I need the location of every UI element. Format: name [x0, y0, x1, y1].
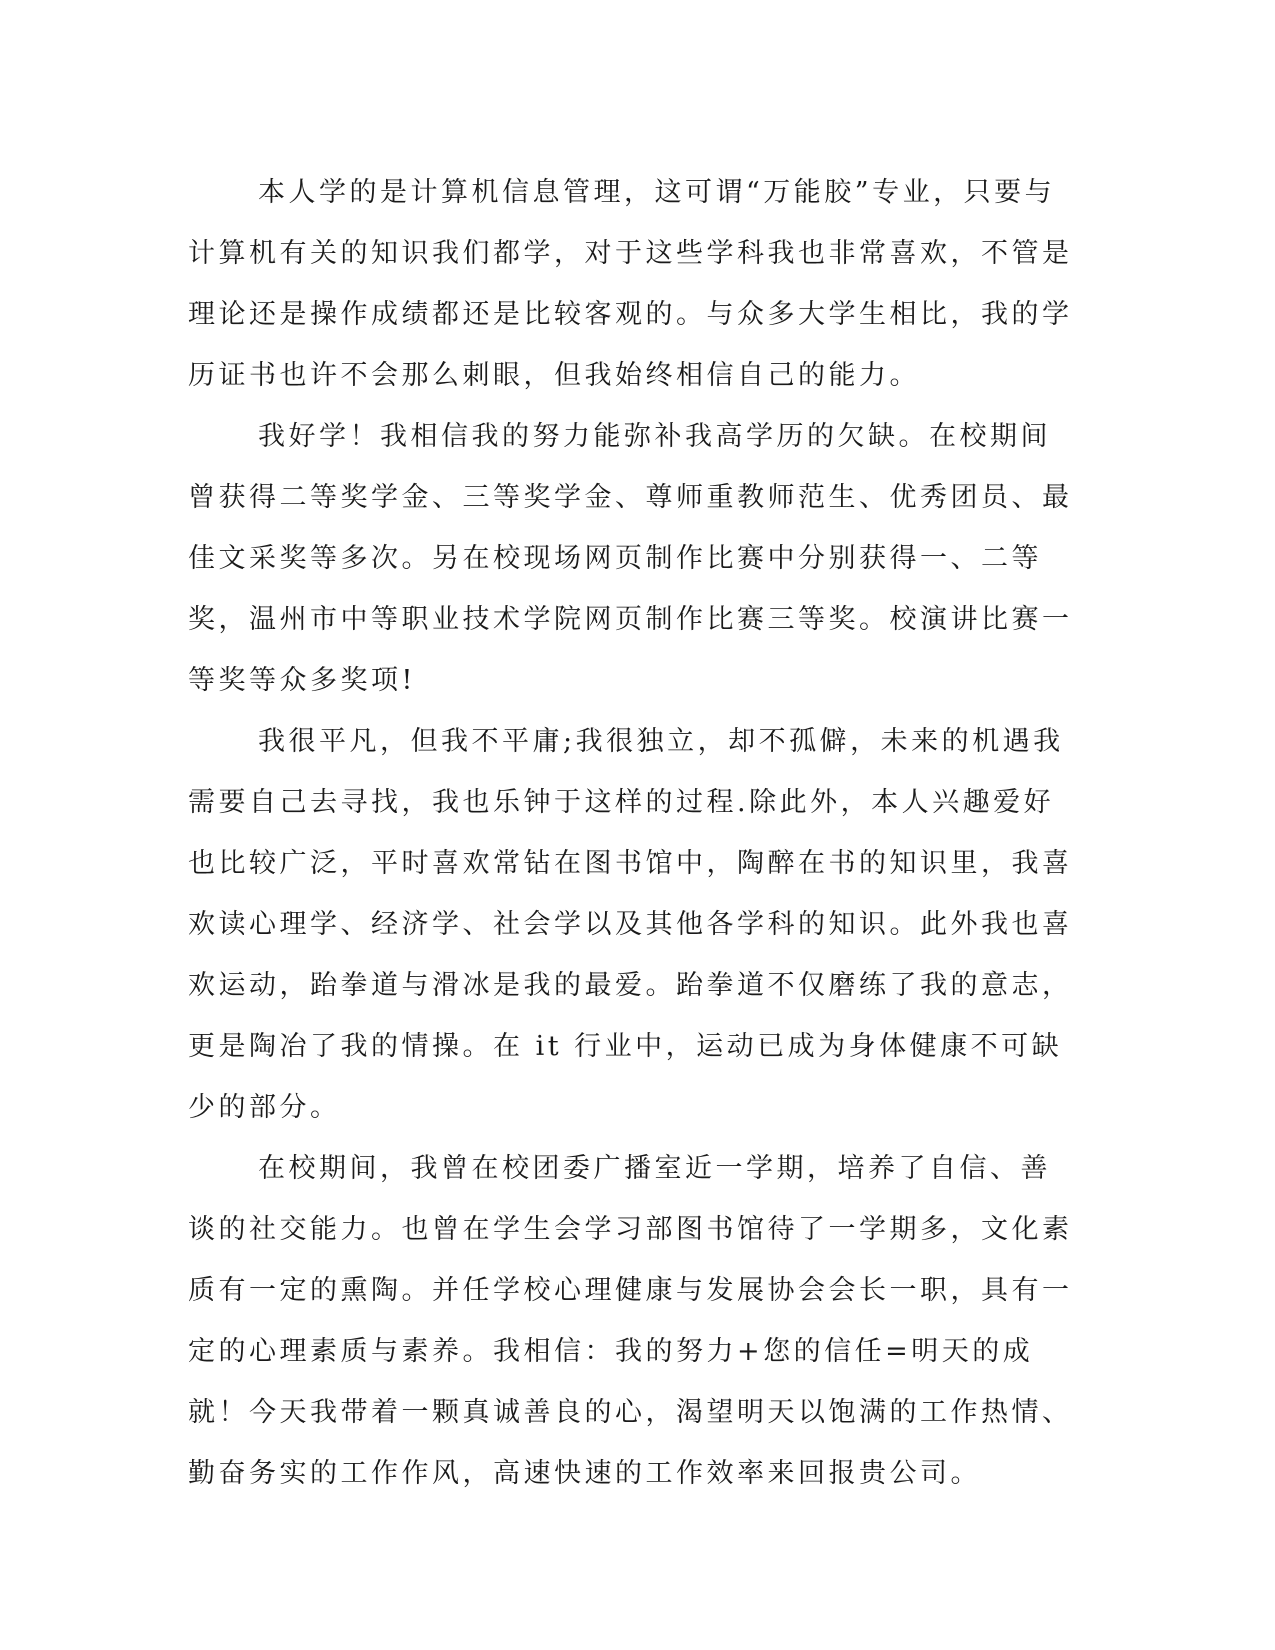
- paragraph-campus-experience: 在校期间，我曾在校团委广播室近一学期，培养了自信、善谈的社交能力。也曾在学生会学习部图书馆待了一学期多，文化素质有一定的熏陶。并任学校心理健康与发展协会会长一职，具有一定的心理素质与素养。我相信：我的努力+您的信任=明天的成就！今天我带着一颗真诚善良的心，渴望明天以饱满的工作热情、勤奋务实的工作作风，高速快速的工作效率来回报贵公司。: [188, 1153, 1073, 1489]
- document-body: [188, 162, 1080, 1504]
- paragraph-awards: 我好学！我相信我的努力能弥补我高学历的欠缺。在校期间曾获得二等奖学金、三等奖学金、尊师重教师范生、优秀团员、最佳文采奖等多次。另在校现场网页制作比赛中分别获得一、二等奖，温州市中等职业技术学院网页制作比赛三等奖。校演讲比赛一等奖等众多奖项!: [188, 421, 1073, 696]
- paragraph-personality-hobbies: 我很平凡，但我不平庸;我很独立，却不孤僻，未来的机遇我需要自己去寻找，我也乐钟于这样的过程.除此外，本人兴趣爱好也比较广泛，平时喜欢常钻在图书馆中，陶醉在书的知识里，我喜欢读心理学、经济学、社会学以及其他各学科的知识。此外我也喜欢运动，跆拳道与滑冰是我的最爱。跆拳道不仅磨练了我的意志，更是陶冶了我的情操。在 it 行业中，运动已成为身体健康不可缺少的部分。: [188, 726, 1073, 1123]
- paragraph-major: 本人学的是计算机信息管理，这可谓“万能胶”专业，只要与计算机有关的知识我们都学，对于这些学科我也非常喜欢，不管是理论还是操作成绩都还是比较客观的。与众多大学生相比，我的学历证书也许不会那么刺眼，但我始终相信自己的能力。: [188, 177, 1073, 391]
